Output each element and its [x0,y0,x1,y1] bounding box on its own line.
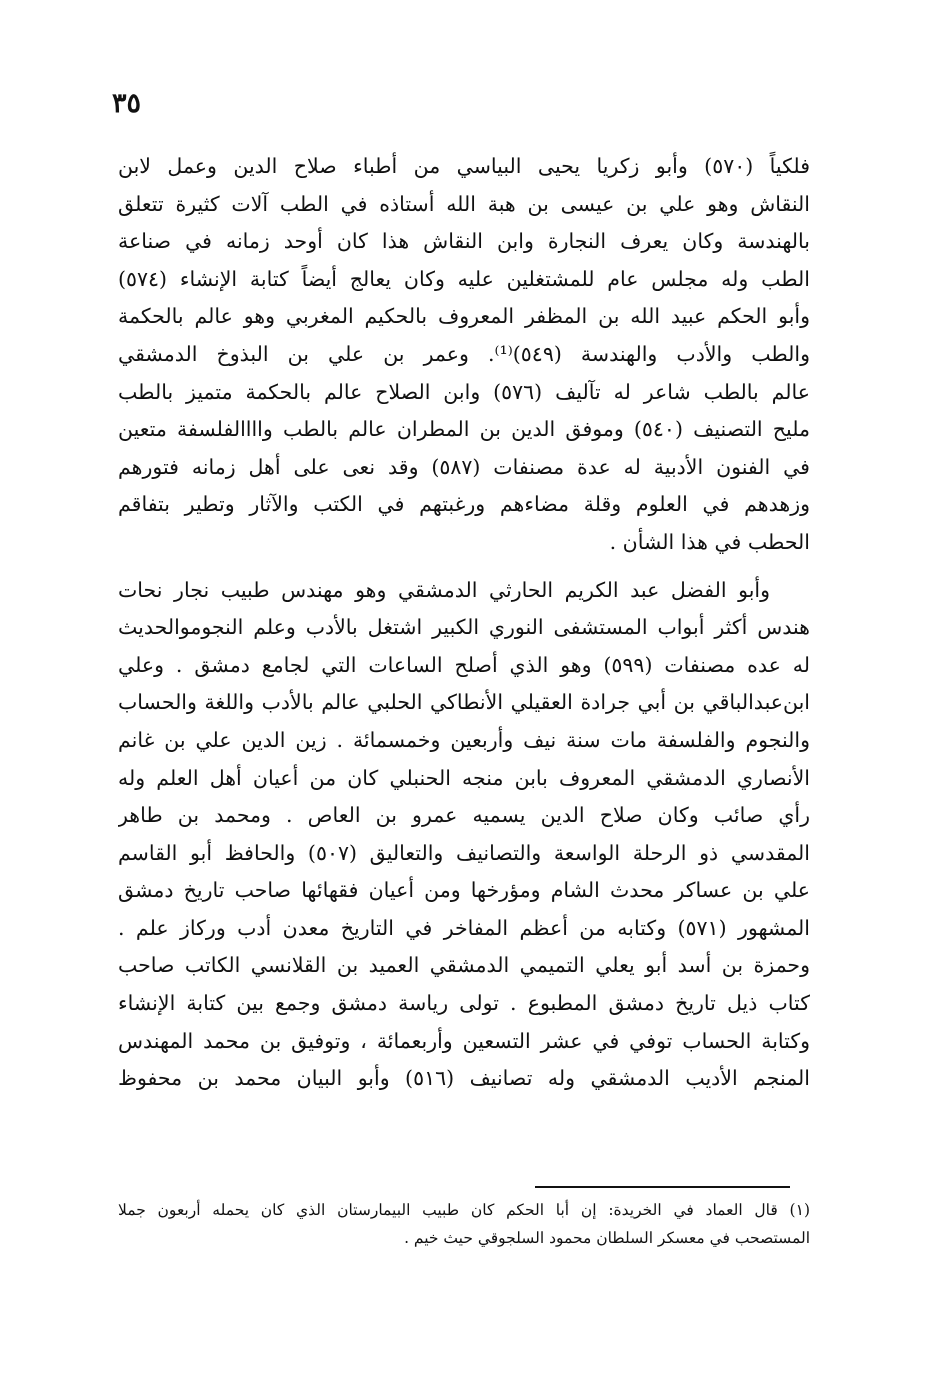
page-number: ٣٥ [112,88,142,119]
text-line: والنجوم والفلسفة مات سنة نيف وأربعين وخمسمائة . زين الدين علي بن غانم [118,727,810,752]
text-line: المنجم الأديب الدمشقي وله تصانيف (٥١٦) وأبو البيان محمد بن محفوظ [118,1066,810,1091]
paragraph-gap [118,562,810,572]
footnote-line: (١) قال العماد في الخريدة: إن أبا الحكم كان طبيب البيمارستان الذي كان يحمله أربعون جملا [118,1201,810,1219]
text-line: ابن‌عبدالباقي بن أبي جرادة العقيلي الأنطاكي الحلبي عالم بالأدب واللغة والحساب [118,690,810,715]
text-line: وزهدهم في العلوم وقلة مضاءهم ورغبتهم في الكتب والآثار وتطير بتفاقم [118,492,810,517]
paragraph-2 [118,572,810,1098]
text-line: الأنصاري الدمشقي المعروف بابن منجه الحنبلي كان من أعيان أهل العلم وله [118,765,810,790]
text-line: عالم بالطب شاعر له تآليف (٥٧٦) وابن الصلاح عالم بالحكمة متميز بالطب [118,379,810,404]
text-line: كتاب ذيل تاريخ دمشق المطبوع . تولى رياسة دمشق وجمع بين كتابة الإنشاء [118,991,810,1016]
paragraph-1 [118,148,810,562]
text-line: رأي صائب وكان صلاح الدين يسميه عمرو بن العاص . ومحمد بن طاهر [118,803,810,828]
text-line: في الفنون الأدبية له عدة مصنفات (٥٨٧) وقد نعى على أهل زمانه فتورهم [118,454,810,479]
text-line: علي بن عساكر محدث الشام ومؤرخها ومن أعيان فقهائها صاحب تاريخ دمشق [118,878,810,903]
footnotes [118,1196,810,1252]
text-line: وأبو الحكم عبيد الله بن المظفر المعروف بالحكيم المغربي وهو عالم بالحكمة [118,304,810,329]
text-line: الحطب في هذا الشأن . [609,529,810,554]
text-line: النقاش وهو علي بن عيسى بن هبة الله أستاذه في الطب آلات كثيرة تتعلق [118,191,810,216]
text-line: المشهور (٥٧١) وكتابه من أعظم المفاخر في التاريخ معدن أدب وركاز علم . [118,915,810,940]
text-line: وحمزة بن أسد أبو يعلي التميمي الدمشقي العميد بن القلانسي الكاتب صاحب [118,953,810,978]
text-line: فلكياً (٥٧٠) وأبو زكريا يحيى البياسي من أطباء صلاح الدين وعمل لابن [118,154,810,178]
footnote-line: المستصحب في معسكر السلطان محمود السلجوقي حيث خيم . [404,1229,810,1247]
text-line: هندس أكثر أبواب المستشفى النوري الكبير اشتغل بالأدب وعلم النجوموالحديث [118,615,810,640]
footnote-divider [535,1186,790,1188]
main-text [118,148,810,1098]
text-line: له عده مصنفات (٥٩٩) وهو الذي أصلح الساعات التي لجامع دمشق . وعلي [118,652,810,677]
text-line: الطب وله مجلس عام للمشتغلين عليه وكان يعالج أيضاً كتابة الإنشاء (٥٧٤) [118,266,810,291]
text-line: المقدسي ذو الرحلة الواسعة والتصانيف والتعاليق (٥٠٧) والحافظ أبو القاسم [118,840,810,865]
text-line: بالهندسة وكان يعرف النجارة وابن النقاش هذا كان أوحد زمانه في صناعة [118,229,810,254]
text-line: وكتابة الحساب توفي في عشر التسعين وأربعمائة ، وتوفيق بن محمد المهندس [118,1028,810,1053]
text-line: وأبو الفضل عبد الكريم الحارثي الدمشقي وهو مهندس طبيب نجار نحات [118,577,770,602]
text-line: مليح التصنيف (٥٤٠) وموفق الدين بن المطران عالم بالطب واااالفلسفة متعين [118,417,810,442]
text-line: والطب والأدب والهندسة (٥٤٩)⁽¹⁾. وعمر بن علي بن البذوخ الدمشقي [118,341,810,366]
